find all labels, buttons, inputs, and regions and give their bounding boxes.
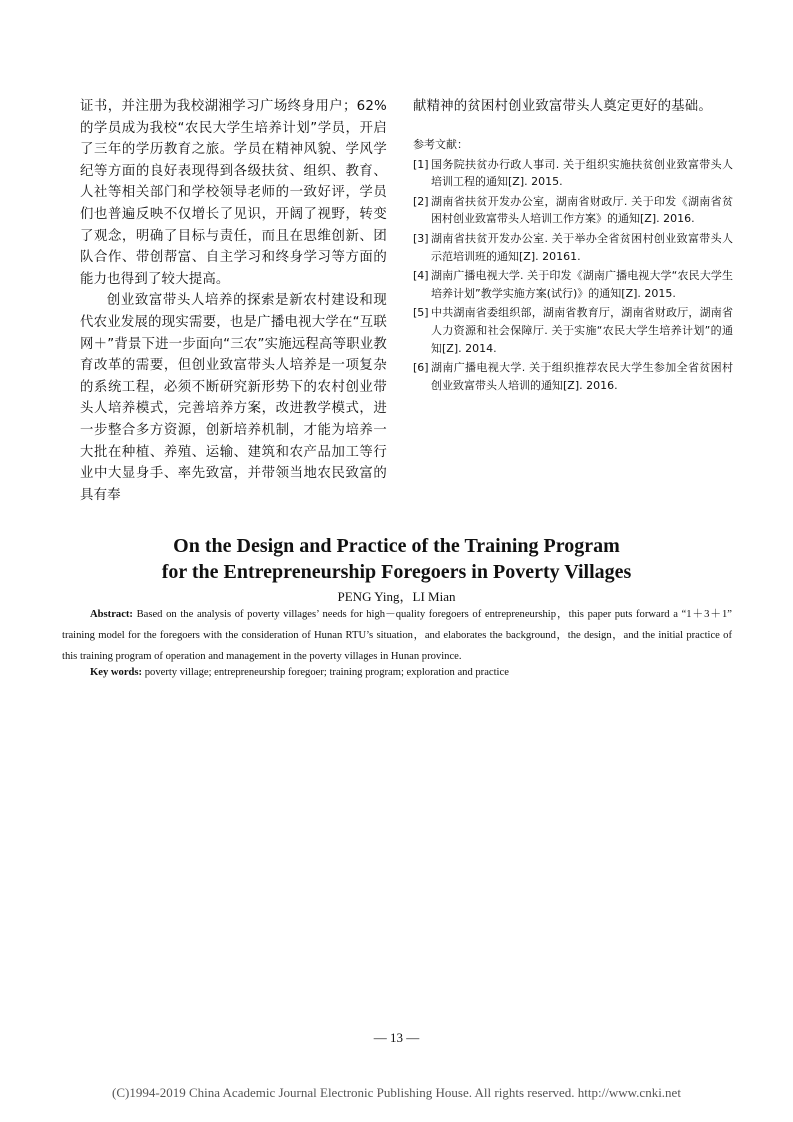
english-title [0, 533, 793, 585]
english-abstract [62, 604, 732, 667]
copyright-footer: (C)1994-2019 China Academic Journal Electronic Publishing House. All rights reserved. http://www.cnki.net [112, 1085, 681, 1100]
reference-item [413, 359, 733, 394]
reference-number: [5] [413, 306, 429, 320]
reference-text: 湖南省扶贫开发办公室，湖南省财政厅. 关于印发《湖南省贫困村创业致富带头人培训工作方案》的通知[Z]. 2016. [431, 194, 733, 226]
body-paragraph-end: 献精神的贫困村创业致富带头人奠定更好的基础。 [413, 99, 712, 114]
english-authors: PENG Ying，LI Mian [337, 589, 456, 604]
reference-item [413, 230, 733, 265]
abstract-label: Abstract: [90, 609, 133, 620]
reference-text: 中共湖南省委组织部，湖南省教育厅，湖南省财政厅，湖南省人力资源和社会保障厅. 关于实施“农民大学生培养计划”的通知[Z]. 2014. [431, 306, 733, 355]
english-keywords [62, 667, 732, 678]
reference-item [413, 304, 733, 357]
abstract-text: Based on the analysis of poverty villages’ needs for high－quality foregoers of entrepreneurship，this paper puts forward a “1＋3＋1” training model for the foregoers with the consideration of Hunan RTU’s situation，and elaborates the background，the design，and the initial practice of this training program of operation and management in the poverty villages in Hunan province. [62, 609, 732, 662]
reference-number: [3] [413, 231, 429, 245]
keywords-text: poverty village; entrepreneurship foregoer; training program; exploration and practice [142, 667, 509, 678]
reference-text: 湖南广播电视大学. 关于印发《湖南广播电视大学“农民大学生培养计划”教学实施方案(试行)》的通知[Z]. 2015. [431, 269, 733, 300]
reference-item [413, 156, 733, 191]
english-title-line-1: On the Design and Practice of the Training Program [173, 535, 620, 557]
left-column [80, 96, 387, 506]
reference-item [413, 193, 733, 228]
references-list [413, 156, 733, 395]
reference-text: 国务院扶贫办行政人事司. 关于组织实施扶贫创业致富带头人培训工程的通知[Z]. 2015. [431, 157, 733, 189]
reference-number: [2] [413, 194, 429, 208]
body-paragraph: 创业致富带头人培养的探索是新农村建设和现代农业发展的现实需要，也是广播电视大学在“互联网＋”背景下进一步面向“三农”实施远程高等职业教育改革的需要，但创业致富带头人培养是一项复杂的系统工程，必须不断研究新形势下的农村创业带头人培养模式，完善培养方案，改进教学模式，进一步整合多方资源，创新培养机制，才能为培养一大批在种植、养殖、运输、建筑和农产品加工等行业中大显身手、率先致富，并带领当地农民致富的具有奉 [80, 293, 387, 503]
reference-text: 湖南省扶贫开发办公室. 关于举办全省贫困村创业致富带头人示范培训班的通知[Z]. 20161. [431, 231, 733, 263]
page-number: — 13 — [373, 1030, 420, 1045]
reference-item [413, 267, 733, 302]
reference-number: [6] [413, 361, 429, 375]
body-paragraph: 证书，并注册为我校湖湘学习广场终身用户；62%的学员成为我校“农民大学生培养计划”学员，开启了三年的学历教育之旅。学员在精神风貌、学风学纪等方面的良好表现得到各级扶贫、组织、教育、人社等相关部门和学校领导老师的一致好评，学员们也普遍反映不仅增长了见识，开阔了视野，转变了观念，明确了目标与责任，而且在思维创新、团队合作、带创帮富、自主学习和终身学习等方面的能力也得到了较大提高。 [80, 99, 387, 287]
reference-number: [1] [413, 157, 429, 171]
reference-number: [4] [413, 269, 429, 283]
keywords-label: Key words: [90, 667, 143, 678]
right-column [413, 96, 733, 396]
english-title-line-2: for the Entrepreneurship Foregoers in Poverty Villages [161, 561, 632, 583]
reference-text: 湖南广播电视大学. 关于组织推荐农民大学生参加全省贫困村创业致富带头人培训的通知[Z]. 2016. [431, 361, 733, 392]
references-heading: 参考文献： [413, 137, 468, 151]
